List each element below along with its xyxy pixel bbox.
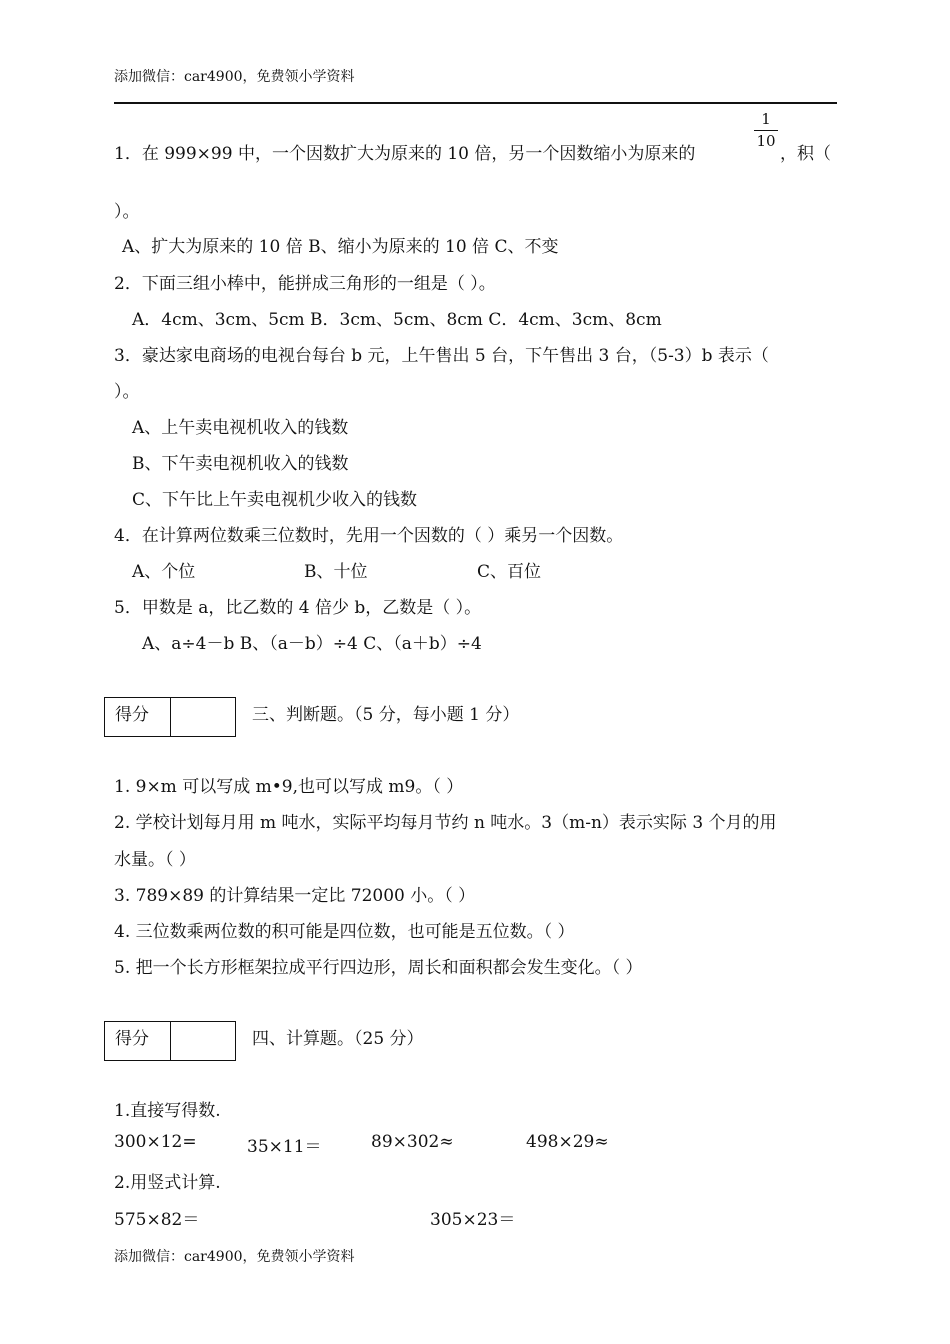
section3-title: 三、判断题。（5 分，每小题 1 分） [252,705,520,725]
q3-option-a: A、上午卖电视机收入的钱数 [132,418,349,438]
judge-item-1: 1. 9×m 可以写成 m•9,也可以写成 m9。（ ） [114,777,464,797]
q2-text: 2．下面三组小棒中，能拼成三角形的一组是（ ）。 [114,274,496,294]
header-note: 添加微信：car4900，免费领小学资料 [114,69,355,85]
q4-option-a: A、个位 [132,562,196,582]
footer-note: 添加微信：car4900，免费领小学资料 [114,1249,355,1265]
judge-item-3: 3. 789×89 的计算结果一定比 72000 小。（ ） [114,886,476,906]
fraction-bar [754,130,778,131]
vertical-calc-1: 575×82＝ [114,1210,200,1230]
q4-text: 4．在计算两位数乘三位数时，先用一个因数的（ ）乘另一个因数。 [114,526,624,546]
calc-sub2: 2.用竖式计算. [114,1173,221,1193]
score-label: 得分 [105,1022,171,1060]
score-box-section3 [104,697,236,737]
judge-item-2: 2. 学校计划每月用 m 吨水，实际平均每月节约 n 吨水。3（m-n）表示实际 3 个月的用 [114,813,777,833]
q1-text: 1．在 999×99 中，一个因数扩大为原来的 10 倍，另一个因数缩小为原来的 [114,144,696,164]
calc-item-1: 300×12= [114,1132,197,1152]
fraction-one-tenth [754,110,778,151]
q4-option-b: B、十位 [304,562,368,582]
calc-item-4: 498×29≈ [526,1132,609,1152]
score-label: 得分 [105,698,171,736]
fraction-denominator: 10 [756,132,776,150]
q1-options: A、扩大为原来的 10 倍 B、缩小为原来的 10 倍 C、不变 [122,237,559,257]
calc-item-3: 89×302≈ [371,1132,454,1152]
score-box-section4 [104,1021,236,1061]
q2-options: A．4cm、3cm、5cm B．3cm、5cm、8cm C．4cm、3cm、8cm [132,310,662,330]
fraction-numerator: 1 [761,110,771,128]
judge-item-2-cont: 水量。（ ） [114,850,196,870]
judge-item-4: 4. 三位数乘两位数的积可能是四位数，也可能是五位数。（ ） [114,922,575,942]
q1-tail: ，积（ [780,144,831,164]
header-rule [114,102,837,104]
q4-option-c: C、百位 [477,562,542,582]
q5-options: A、a÷4－b B、（a－b）÷4 C、（a＋b）÷4 [142,634,482,654]
calc-sub1: 1.直接写得数. [114,1101,221,1121]
calc-item-2: 35×11＝ [247,1137,322,1157]
q3-option-b: B、下午卖电视机收入的钱数 [132,454,349,474]
judge-item-5: 5. 把一个长方形框架拉成平行四边形，周长和面积都会发生变化。（ ） [114,958,643,978]
q3-text: 3．豪达家电商场的电视台每台 b 元，上午售出 5 台，下午售出 3 台，（5-3）b 表示（ [114,346,769,366]
vertical-calc-2: 305×23＝ [430,1210,516,1230]
section4-title: 四、计算题。（25 分） [252,1029,424,1049]
q1-cont: ）。 [114,202,140,222]
q5-text: 5．甲数是 a，比乙数的 4 倍少 b，乙数是（ ）。 [114,598,482,618]
q3-cont: ）。 [114,382,140,402]
q3-option-c: C、下午比上午卖电视机少收入的钱数 [132,490,418,510]
